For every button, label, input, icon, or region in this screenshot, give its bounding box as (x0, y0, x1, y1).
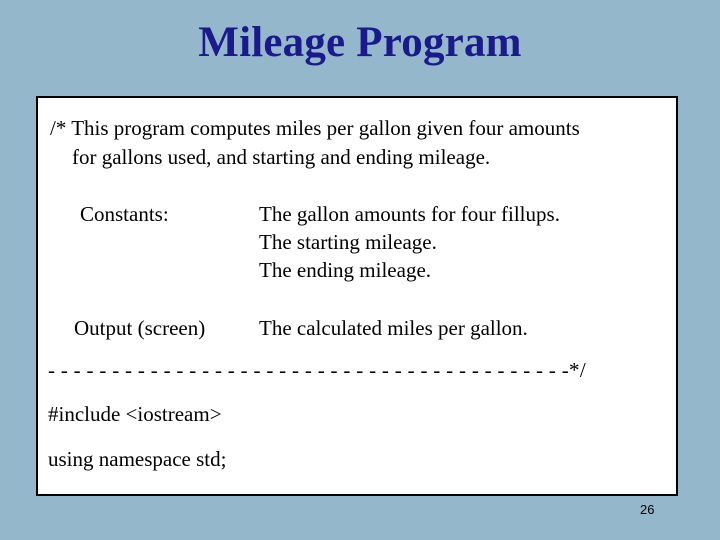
output-label: Output (screen) (74, 316, 206, 340)
include-line: #include <iostream> (48, 402, 222, 426)
code-box (36, 96, 678, 496)
using-line: using namespace std; (48, 447, 227, 471)
constants-label: Constants: (80, 202, 169, 226)
comment-line-1: /* This program computes miles per gallon given four amounts (50, 116, 580, 140)
output-desc: The calculated miles per gallon. (259, 316, 528, 340)
constants-desc-1: The gallon amounts for four fillups. (259, 202, 560, 226)
comment-line-2: for gallons used, and starting and ending mileage. (72, 145, 491, 169)
slide-title: Mileage Program (198, 19, 522, 66)
constants-desc-3: The ending mileage. (259, 258, 432, 282)
comment-end-line: - - - - - - - - - - - - - - - - - - - - - - - - - - - - - - - - - - - - - - - - -*/ (48, 358, 586, 382)
constants-desc-2: The starting mileage. (259, 230, 437, 254)
slide-number: 26 (640, 502, 655, 517)
